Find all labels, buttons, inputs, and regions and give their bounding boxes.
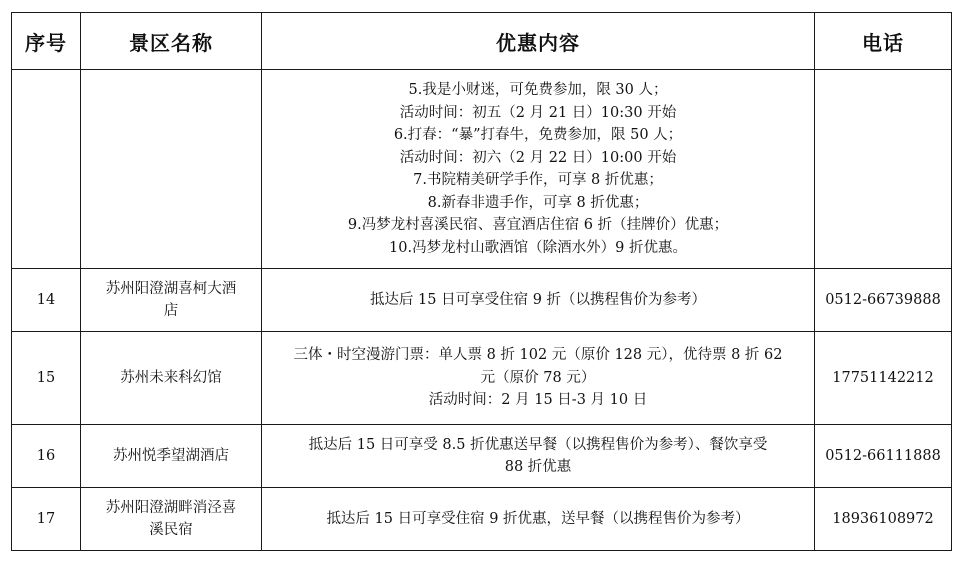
header-number: 序号 — [12, 13, 81, 70]
scenic-name-line: 苏州阳澄湖喜柯大酒 — [105, 280, 237, 297]
cell-offer — [262, 332, 815, 425]
offer-line: 抵达后 15 日可享受住宿 9 折（以携程售价为参考） — [369, 291, 707, 308]
cell-phone: 18936108972 — [815, 488, 952, 551]
cell-phone — [815, 70, 952, 269]
cell-offer — [262, 70, 815, 269]
cell-scenic-name — [81, 488, 262, 551]
table-row — [12, 269, 952, 332]
cell-scenic-name — [81, 70, 262, 269]
table-header-row — [12, 13, 952, 70]
offer-line: 抵达后 15 日可享受住宿 9 折优惠，送早餐（以携程售价为参考） — [326, 510, 750, 527]
table-row — [12, 425, 952, 488]
offer-line: 活动时间：2 月 15 日-3 月 10 日 — [428, 392, 648, 409]
promotion-table — [11, 12, 952, 551]
cell-offer — [262, 425, 815, 488]
header-offer: 优惠内容 — [262, 13, 815, 70]
cell-number: 15 — [12, 332, 81, 425]
scenic-name-line: 店 — [163, 303, 179, 319]
header-scenic-name: 景区名称 — [81, 13, 262, 70]
cell-scenic-name — [81, 332, 262, 425]
table-row — [12, 488, 952, 551]
cell-offer — [262, 488, 815, 551]
scenic-name-line: 溪民宿 — [149, 522, 193, 538]
offer-line: 10.冯梦龙村山歌酒馆（除酒水外）9 折优惠。 — [389, 239, 687, 256]
cell-offer — [262, 269, 815, 332]
offer-line: 活动时间：初五（2 月 21 日）10:30 开始 — [399, 104, 677, 121]
cell-phone: 0512-66739888 — [815, 269, 952, 332]
scenic-name-line: 苏州未来科幻馆 — [120, 369, 222, 386]
table-row — [12, 332, 952, 425]
offer-line: 活动时间：初六（2 月 22 日）10:00 开始 — [399, 149, 677, 166]
scenic-name-line: 苏州阳澄湖畔消泾喜 — [105, 499, 237, 516]
offer-line: 抵达后 15 日可享受 8.5 折优惠送早餐（以携程售价为参考）、餐饮享受 — [308, 436, 768, 453]
offer-line: 8.新春非遗手作，可享 8 折优惠； — [427, 194, 649, 211]
cell-phone: 17751142212 — [815, 332, 952, 425]
offer-line: 元（原价 78 元） — [480, 369, 596, 386]
cell-number — [12, 70, 81, 269]
cell-phone: 0512-66111888 — [815, 425, 952, 488]
table-row — [12, 70, 952, 269]
cell-number: 16 — [12, 425, 81, 488]
cell-scenic-name — [81, 425, 262, 488]
offer-line: 7.书院精美研学手作，可享 8 折优惠； — [413, 172, 663, 188]
header-phone: 电话 — [815, 13, 952, 70]
cell-number: 14 — [12, 269, 81, 332]
scenic-name-line: 苏州悦季望湖酒店 — [113, 447, 229, 464]
cell-number: 17 — [12, 488, 81, 551]
offer-line: 88 折优惠 — [504, 459, 572, 475]
offer-line: 三体・时空漫游门票：单人票 8 折 102 元（原价 128 元），优待票 8 折 62 — [293, 347, 783, 364]
offer-line: 5.我是小财迷，可免费参加，限 30 人； — [408, 82, 668, 98]
cell-scenic-name — [81, 269, 262, 332]
offer-line: 6.打春：“暴”打春牛，免费参加，限 50 人； — [393, 127, 683, 143]
offer-line: 9.冯梦龙村喜溪民宿、喜宜酒店住宿 6 折（挂牌价）优惠； — [347, 217, 729, 233]
